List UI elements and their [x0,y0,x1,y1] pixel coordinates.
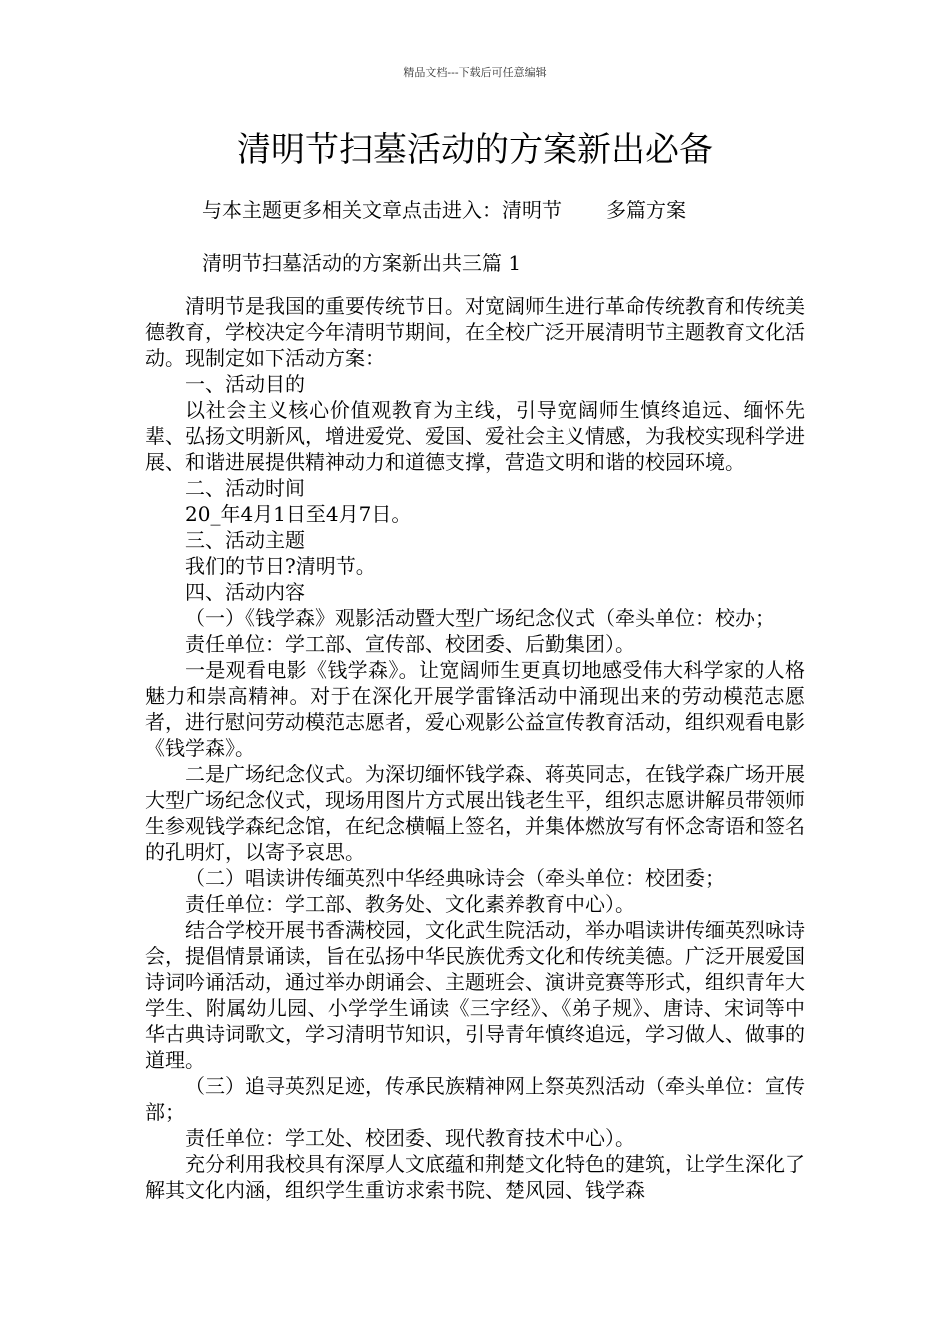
section-subtitle: 清明节扫墓活动的方案新出共三篇 1 [202,251,522,275]
heading-time: 二、活动时间 [185,476,305,500]
heading-theme: 三、活动主题 [185,528,305,552]
paragraph: 20_年4月1日至4月7日。 [185,502,412,526]
paragraph: 责任单位：学工部、教务处、文化素养教育中心）。 [185,892,635,916]
related-prefix: 与本主题更多相关文章点击进入： [202,198,502,222]
paragraph: 二是广场纪念仪式。为深切缅怀钱学森、蒋英同志，在钱学森广场开展大型广场纪念仪式，现场用图片方式展出钱老生平，组织志愿讲解员带领师生参观钱学森纪念馆，在纪念横幅上签名，并集体燃放写有怀念寄语和签名的孔明灯，以寄予哀思。 [145,762,805,864]
paragraph: 清明节是我国的重要传统节日。对宽阔师生进行革命传统教育和传统美德教育，学校决定今年清明节期间，在全校广泛开展清明节主题教育文化活动。现制定如下活动方案： [145,294,805,370]
paragraph: （二）唱读讲传缅英烈中华经典咏诗会（牵头单位：校团委； [185,866,725,890]
related-articles-line [202,196,686,224]
heading-content: 四、活动内容 [185,580,305,604]
paragraph: 一是观看电影《钱学森》。让宽阔师生更真切地感受伟大科学家的人格魅力和崇高精神。对于在深化开展学雷锋活动中涌现出来的劳动模范志愿者，进行慰问劳动模范志愿者，爱心观影公益宣传教育活动，组织观看电影《钱学森》。 [145,658,805,760]
paragraph: （一）《钱学森》观影活动暨大型广场纪念仪式（牵头单位：校办； [185,606,775,630]
document-body [145,293,805,1203]
heading-purpose: 一、活动目的 [185,372,305,396]
paragraph: 结合学校开展书香满校园，文化武生院活动，举办唱读讲传缅英烈咏诗会，提倡情景诵读，旨在弘扬中华民族优秀文化和传统美德。广泛开展爱国诗词吟诵活动，通过举办朗诵会、主题班会、演讲竞赛等形式，组织青年大学生、附属幼儿园、小学学生诵读《三字经》、《弟子规》、唐诗、宋词等中华古典诗词歌文，学习清明节知识，引导青年慎终追远，学习做人、做事的道理。 [145,918,805,1072]
paragraph: （三）追寻英烈足迹，传承民族精神网上祭英烈活动（牵头单位：宣传部； [145,1074,805,1124]
page-header-note: 精品文档---下载后可任意编辑 [403,66,547,79]
related-link-plans[interactable]: 多篇方案 [606,198,686,222]
related-link-qingming[interactable]: 清明节 [502,198,562,222]
paragraph: 充分利用我校具有深厚人文底蕴和荆楚文化特色的建筑，让学生深化了解其文化内涵，组织学生重访求索书院、楚风园、钱学森 [145,1152,805,1202]
paragraph: 我们的节日?清明节。 [185,554,376,578]
paragraph: 责任单位：学工处、校团委、现代教育技术中心）。 [185,1126,635,1150]
paragraph: 以社会主义核心价值观教育为主线，引导宽阔师生慎终追远、缅怀先辈、弘扬文明新风，增进爱党、爱国、爱社会主义情感，为我校实现科学进展、和谐进展提供精神动力和道德支撑，营造文明和谐的校园环境。 [145,398,805,474]
document-title: 清明节扫墓活动的方案新出必备 [237,130,713,170]
paragraph: 责任单位：学工部、宣传部、校团委、后勤集团）。 [185,632,635,656]
